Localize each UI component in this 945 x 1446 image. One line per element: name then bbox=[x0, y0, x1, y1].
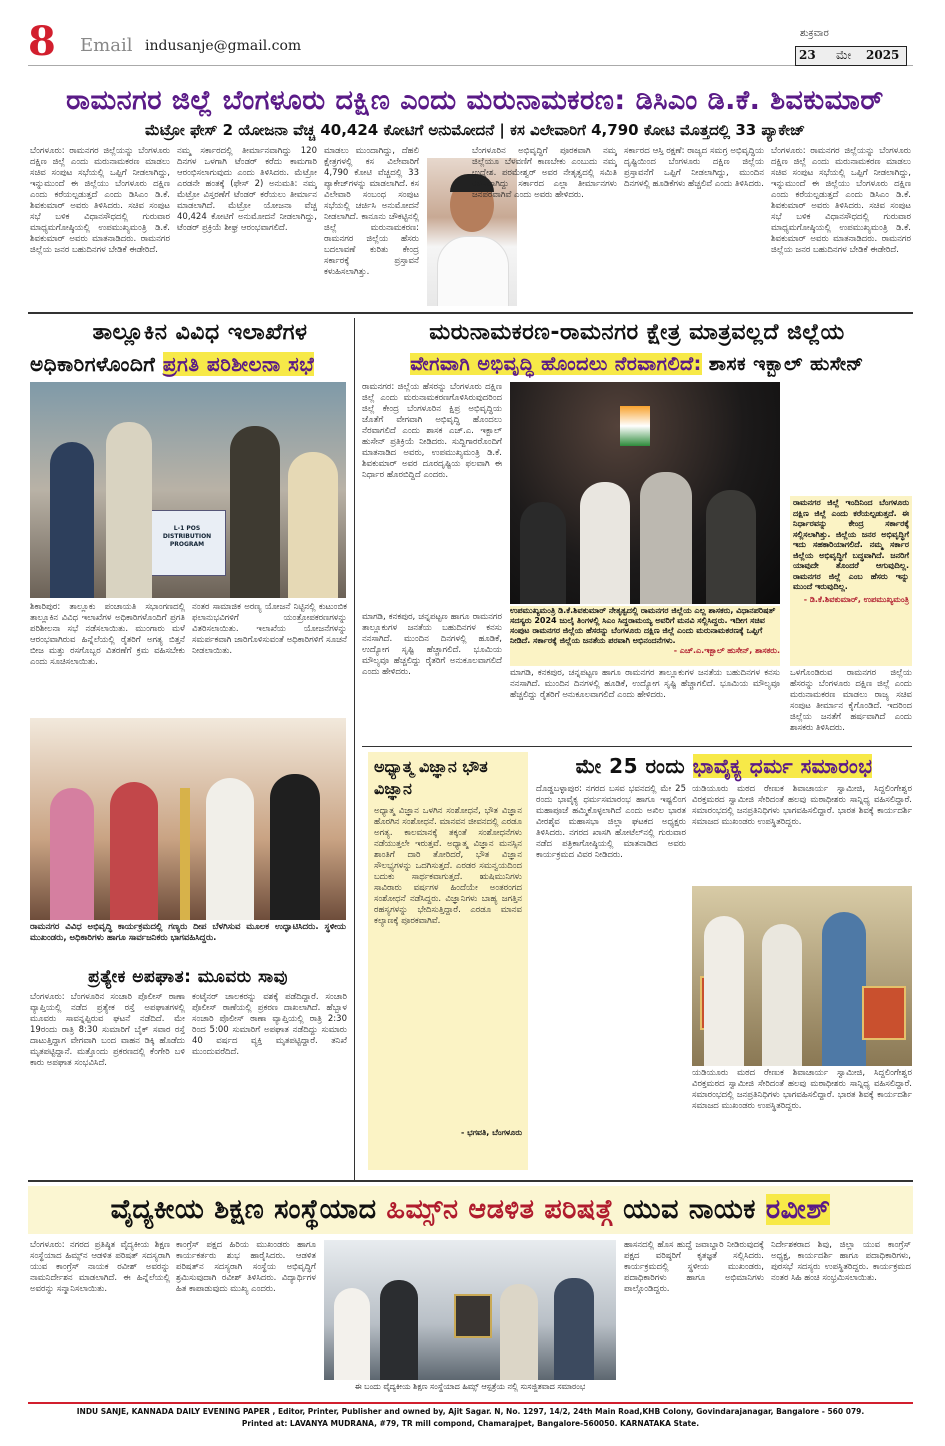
rename-column-1: ರಾಮನಗರ: ಜಿಲ್ಲೆಯ ಹೆಸರನ್ನು ಬೆಂಗಳೂರು ದಕ್ಷಿಣ ಜಿಲ್ಲೆ ಎಂದು ಮರುನಾಮಕರಣಗೊಳಿಸಿರುವುದರಿಂದ ಜಿಲ್ಲೆ ಕೇಂದ್ರ ಬೆಂಗಳೂರಿನ ಕ್ಷಿಪ್ರ ಅಭಿವೃದ್ಧಿಯ ಜೊತೆಗೆ ವೇಗವಾಗಿ ಅಭಿವೃದ್ಧಿ ಹೊಂದಲು ನೆರವಾಗಲಿದೆ ಎಂದು ಶಾಸಕ ಎಚ್.ಎ. ಇಕ್ಬಾಲ್ ಹುಸೇನ್ ಪ್ರತಿಕ್ರಿಯೆ ನೀಡಿದರು. ಸುದ್ದಿಗಾರರೊಂದಿಗೆ ಮಾತನಾಡಿದ ಅವರು, ಉಪಮುಖ್ಯಮಂತ್ರಿ ಡಿ.ಕೆ. ಶಿವಕುಮಾರ್ ಅವರ ದೂರದೃಷ್ಟಿಯ ಫಲವಾಗಿ ಈ ನಿರ್ಧಾರ ಹೊರಬಿದ್ದಿದೆ ಎಂದರು. bbox=[362, 382, 502, 480]
crowd-3 bbox=[640, 472, 692, 604]
rename-headline-1: ಮರುನಾಮಕರಣ-ರಾಮನಗರ ಕ್ಷೇತ್ರ ಮಾತ್ರವಲ್ಲದೆ ಜಿಲ್ಲೆಯ bbox=[429, 320, 845, 345]
date-year: 2025 bbox=[866, 48, 900, 62]
progress-headline-2b: ಪ್ರಗತಿ ಪರಿಶೀಲನಾ ಸಭೆ bbox=[162, 352, 315, 376]
lead-column-6: ಸರ್ಕಾರದ ಆಸ್ತಿ ರಕ್ಷಣೆ: ರಾಜ್ಯದ ಸಮಗ್ರ ಅಭಿವೃದ್ಧಿಯ ದೃಷ್ಟಿಯಿಂದ ಬೆಂಗಳೂರು ದಕ್ಷಿಣ ಜಿಲ್ಲೆಯ ಪ್ರಸ್ತಾವನೆಗೆ ಒಪ್ಪಿಗೆ ನೀಡಲಾಗಿದ್ದು, ಮುಂದಿನ ದಿನಗಳಲ್ಲಿ ಹೂಡಿಕೆಗಳು ಹೆಚ್ಚಲಿವೆ ಎಂದು ತಿಳಿಸಿದರು. bbox=[624, 146, 764, 189]
bottom-divider bbox=[28, 1180, 913, 1182]
masthead bbox=[0, 0, 945, 84]
accident-headline: ಪ್ರತ್ಯೇಕ ಅಪಘಾತ: ಮೂವರು ಸಾವು bbox=[88, 967, 288, 987]
crowd-4 bbox=[706, 490, 756, 604]
vertical-divider bbox=[354, 318, 355, 1180]
email-address[interactable]: indusanje@gmail.com bbox=[145, 38, 302, 54]
rename-photo bbox=[510, 382, 780, 604]
footer-rule bbox=[28, 1402, 913, 1404]
adhyatma-headline: ಅಧ್ಯಾತ್ಮ ವಿಜ್ಞಾನ ಭೌತ ವಿಜ್ಞಾನ bbox=[374, 757, 488, 798]
rename-headline-2a: ವೇಗವಾಗಿ ಅಭಿವೃದ್ಧಿ ಹೊಂದಲು ನೆರವಾಗಲಿದೆ: bbox=[410, 353, 702, 375]
lead-column-5: ಬೆಂಗಳೂರಿನ ಅಭಿವೃದ್ಧಿಗೆ ಪೂರಕವಾಗಿ ನಮ್ಮ ಜಿಲ್ಲೆಯೂ ಬೆಳವಣಿಗೆ ಕಾಣಬೇಕು ಎಂಬುದು ನಮ್ಮ ಉದ್ದೇಶ. ಪರಮೇಶ್ವರ್ ಅವರ ನೇತೃತ್ವದಲ್ಲಿ ಸಮಿತಿ ರಚಿಸಲಾಗಿದ್ದು ಸರ್ಕಾರದ ಎಲ್ಲಾ ತೀರ್ಮಾನಗಳು ಜನಪರವಾಗಿವೆ ಎಂದು ಅವರು ಹೇಳಿದರು. bbox=[472, 146, 617, 200]
person-3 bbox=[230, 426, 280, 598]
progress-headline-2a: ಅಧಿಕಾರಿಗಳೊಂದಿಗೆ bbox=[30, 352, 163, 376]
medical-column-1: ಬೆಂಗಳೂರು: ನಗರದ ಪ್ರತಿಷ್ಠಿತ ವೈದ್ಯಕೀಯ ಶಿಕ್ಷಣ ಸಂಸ್ಥೆಯಾದ ಹಿಮ್ಸ್‌ನ ಆಡಳಿತ ಪರಿಷತ್ ಸದಸ್ಯರಾಗಿ ಯುವ ಕಾಂಗ್ರೆಸ್ ನಾಯಕ ರವೀಶ್ ಅವರನ್ನು ನಾಮನಿರ್ದೇಶನ ಮಾಡಲಾಗಿದೆ. ಈ ಹಿನ್ನೆಲೆಯಲ್ಲಿ ಅವರನ್ನು ಸನ್ಮಾನಿಸಲಾಯಿತು. bbox=[30, 1240, 170, 1294]
rename-column-3: ಒಳಗೊಂಡಿರುವ ರಾಮನಗರ ಜಿಲ್ಲೆಯ ಹೆಸರನ್ನು ಬೆಂಗಳೂರು ದಕ್ಷಿಣ ಜಿಲ್ಲೆ ಎಂದು ಮರುನಾಮಕರಣ ಮಾಡಲು ರಾಜ್ಯ ಸಚಿವ ಸಂಪುಟ ತೀರ್ಮಾನ ಕೈಗೊಂಡಿದೆ. ಇದರಿಂದ ಜಿಲ್ಲೆಯ ಜನತೆಗೆ ಹರ್ಷವಾಗಿದೆ ಎಂದು ಶಾಸಕರು ತಿಳಿಸಿದರು. bbox=[790, 668, 912, 733]
date-day: 23 bbox=[799, 48, 816, 62]
progress-banner bbox=[148, 510, 226, 576]
rename-caption-credit: - ಎಚ್.ಎ.ಇಕ್ಬಾಲ್ ಹುಸೇನ್, ಶಾಸಕರು. bbox=[673, 646, 780, 655]
footer-line-1: INDU SANJE, KANNADA DAILY EVENING PAPER , Editor, Printer, Publisher and owned by, Ajit Sagar. N, No. 1297, 14/2, 24th Main Road,KHB Colony, Govindarajanagar, Bangalore - 560 079. bbox=[76, 1407, 865, 1416]
crowd-2 bbox=[580, 482, 630, 604]
adhyatma-body: ಅಧ್ಯಾತ್ಮ ವಿಜ್ಞಾನ ಒಳಗಿನ ಸಂಶೋಧನೆ, ಭೌತ ವಿಜ್ಞಾನ ಹೊರಗಿನ ಸಂಶೋಧನೆ. ಮಾನವನ ಜೀವನದಲ್ಲಿ ಎರಡೂ ಅಗತ್ಯ. ಕಾಲಮಾನಕ್ಕೆ ತಕ್ಕಂತೆ ಸಂಶೋಧನೆಗಳು ನಡೆಯುತ್ತಲೇ ಇರುತ್ತವೆ. ಅಧ್ಯಾತ್ಮ ವಿಜ್ಞಾನ ಮನಸ್ಸಿನ ಶಾಂತಿಗೆ ದಾರಿ ತೋರಿದರೆ, ಭೌತ ವಿಜ್ಞಾನ ಸೌಲಭ್ಯಗಳನ್ನು ಒದಗಿಸುತ್ತದೆ. ಎರಡರ ಸಮನ್ವಯದಿಂದ ಬದುಕು ಸಾರ್ಥಕವಾಗುತ್ತದೆ. ಋಷಿಮುನಿಗಳು ಸಾವಿರಾರು ವರ್ಷಗಳ ಹಿಂದೆಯೇ ಅಂತರಂಗದ ಸಂಶೋಧನೆ ನಡೆಸಿದ್ದರು. ವಿಜ್ಞಾನಿಗಳು ಬಾಹ್ಯ ಜಗತ್ತಿನ ರಹಸ್ಯಗಳನ್ನು ಭೇದಿಸುತ್ತಿದ್ದಾರೆ. ಎರಡೂ ಮಾನವ ಕಲ್ಯಾಣಕ್ಕೆ ಪೂರಕವಾಗಿವೆ. bbox=[374, 806, 522, 926]
lead-column-7: ಬೆಂಗಳೂರು: ರಾಮನಗರ ಜಿಲ್ಲೆಯನ್ನು ಬೆಂಗಳೂರು ದಕ್ಷಿಣ ಜಿಲ್ಲೆ ಎಂದು ಮರುನಾಮಕರಣ ಮಾಡಲು ಸಚಿವ ಸಂಪುಟ ಸಭೆಯಲ್ಲಿ ಒಪ್ಪಿಗೆ ನೀಡಲಾಗಿದ್ದು, ಇನ್ನುಮುಂದೆ ಈ ಜಿಲ್ಲೆಯು ಬೆಂಗಳೂರು ದಕ್ಷಿಣ ಎಂದು ಕರೆಯಲ್ಪಡುತ್ತದೆ ಎಂದು ಡಿಸಿಎಂ ಡಿ.ಕೆ. ಶಿವಕುಮಾರ್ ಅವರು ತಿಳಿಸಿದರು. ಸಚಿವ ಸಂಪುಟ ಸಭೆ ಬಳಿಕ ವಿಧಾನಸೌಧದಲ್ಲಿ ಗುರುವಾರ ಮಾಧ್ಯಮಗೋಷ್ಠಿಯಲ್ಲಿ ಉಪಮುಖ್ಯಮಂತ್ರಿ ಡಿ.ಕೆ. ಶಿವಕುಮಾರ್ ಅವರು ಮಾತನಾಡಿದರು. ರಾಮನಗರ ಜಿಲ್ಲೆಯ ಜನರ ಬಹುದಿನಗಳ ಬೇಡಿಕೆ ಈಡೇರಿದೆ. bbox=[771, 146, 911, 255]
bhavaikya-headline-a: ಮೇ 25 ರಂದು bbox=[575, 754, 693, 778]
crowd-1 bbox=[520, 502, 566, 604]
event-photo bbox=[30, 718, 346, 920]
guest-3 bbox=[206, 778, 254, 920]
progress-column-1: ಶಿಕಾರಿಪುರ: ತಾಲ್ಲೂಕು ಪಂಚಾಯತಿ ಸಭಾಂಗಣದಲ್ಲಿ ತಾಲ್ಲೂಕಿನ ವಿವಿಧ ಇಲಾಖೆಗಳ ಅಧಿಕಾರಿಗಳೊಂದಿಗೆ ಪ್ರಗತಿ ಪರಿಶೀಲನಾ ಸಭೆ ನಡೆಸಲಾಯಿತು. ಮುಂಗಾರು ಮಳೆ ಆರಂಭವಾಗಿರುವ ಹಿನ್ನೆಲೆಯಲ್ಲಿ ರೈತರಿಗೆ ಅಗತ್ಯ ಬಿತ್ತನೆ ಬೀಜ ಮತ್ತು ರಸಗೊಬ್ಬರ ವಿತರಣೆಗೆ ಕ್ರಮ ವಹಿಸಬೇಕು ಎಂದು ಸೂಚಿಸಲಾಯಿತು. bbox=[30, 602, 185, 667]
medical-headline-d: ರವೀಶ್ bbox=[765, 1194, 831, 1225]
person-a bbox=[704, 916, 744, 1066]
medical-headline-c: ಗೆ ಯುವ ನಾಯಕ bbox=[613, 1194, 766, 1225]
accident-column-1: ಬೆಂಗಳೂರು: ಬೆಂಗಳೂರಿನ ಸಂಚಾರಿ ಪೊಲೀಸ್ ಠಾಣಾ ವ್ಯಾಪ್ತಿಯಲ್ಲಿ ನಡೆದ ಪ್ರತ್ಯೇಕ ರಸ್ತೆ ಅಪಘಾತಗಳಲ್ಲಿ ಮೂವರು ಸಾವನ್ನಪ್ಪಿರುವ ಘಟನೆ ನಡೆದಿದೆ. ಮೇ 19ರಂದು ರಾತ್ರಿ 8:30 ಸುಮಾರಿಗೆ ಬೈಕ್ ಸವಾರ ರಸ್ತೆ ದಾಟುತ್ತಿದ್ದಾಗ ವೇಗವಾಗಿ ಬಂದ ವಾಹನ ಡಿಕ್ಕಿ ಹೊಡೆದು ಮೃತಪಟ್ಟಿದ್ದಾನೆ. ಮತ್ತೊಂದು ಪ್ರಕರಣದಲ್ಲಿ ಕೆಂಗೇರಿ ಬಳಿ ಕಾರು ಅಪಘಾತ ಸಂಭವಿಸಿದೆ. bbox=[30, 992, 185, 1068]
progress-banner-text: L-1 POS DISTRIBUTION PROGRAM bbox=[162, 525, 212, 548]
person-4 bbox=[288, 452, 338, 598]
rename-caption-text: ಉಪಮುಖ್ಯಮಂತ್ರಿ ಡಿ.ಕೆ.ಶಿವಕುಮಾರ್ ನೇತೃತ್ವದಲ್ಲಿ ರಾಮನಗರ ಜಿಲ್ಲೆಯ ಎಲ್ಲ ಶಾಸಕರು, ವಿಧಾನಪರಿಷತ್ ಸದಸ್ಯರು 2024 ಜುಲೈ ತಿಂಗಳಲ್ಲಿ ಸಿಎಂ ಸಿದ್ದರಾಮಯ್ಯ ಅವರಿಗೆ ಮನವಿ ಸಲ್ಲಿಸಿದ್ದರು. ಇದೀಗ ಸಚಿವ ಸಂಪುಟ ರಾಮನಗರ ಜಿಲ್ಲೆಯ ಹೆಸರನ್ನು ಬೆಂಗಳೂರು ದಕ್ಷಿಣ ಜಿಲ್ಲೆ ಎಂದು ಮರುನಾಮಕರಣಕ್ಕೆ ಒಪ್ಪಿಗೆ ನೀಡಿದೆ. ಸರ್ಕಾರಕ್ಕೆ ಜಿಲ್ಲೆಯ ಜನತೆಯ ಪರವಾಗಿ ಅಭಿನಂದನೆಗಳು. bbox=[510, 606, 776, 645]
day-label: ಶುಕ್ರವಾರ bbox=[800, 28, 829, 39]
frame bbox=[454, 1294, 492, 1338]
bhavaikya-headline-b: ಭಾವೈಕ್ಯ ಧರ್ಮ ಸಮಾರಂಭ bbox=[692, 754, 873, 778]
date-box bbox=[795, 46, 907, 66]
guest-4 bbox=[270, 774, 320, 920]
progress-headline-2 bbox=[30, 349, 370, 379]
guest-1 bbox=[50, 788, 94, 920]
bhavaikya-column-3: ಯಡಿಯೂರು ಮಠದ ರೇಣುಕ ಶಿವಾಚಾರ್ಯ ಸ್ವಾಮೀಜಿ, ಸಿದ್ದಲಿಂಗೇಶ್ವರ ವಿರಕ್ತಮಠದ ಸ್ವಾಮೀಜಿ ಸೇರಿದಂತೆ ಹಲವು ಮಠಾಧೀಶರು ಸಾನ್ನಿಧ್ಯ ವಹಿಸಲಿದ್ದಾರೆ. ಸಮಾರಂಭದಲ್ಲಿ ಜನಪ್ರತಿನಿಧಿಗಳು ಭಾಗವಹಿಸಲಿದ್ದಾರೆ. ಭಾರತ ಶಿವಕ್ಕೆ ಕಾರ್ಯದರ್ಶಿ ಸಮಾಜದ ಮುಖಂಡರು ಉಪಸ್ಥಿತರಿದ್ದರು. bbox=[692, 1068, 912, 1111]
progress-column-2: ನಂತರ ಸಾಮಾಜಿಕ ಅರಣ್ಯ ಯೋಜನೆ ನಿಟ್ಟಿನಲ್ಲಿ ಕುಟುಂಬಿಕ ಫಲಾನುಭವಿಗಳಿಗೆ ಯಂತ್ರೋಪಕರಣಗಳನ್ನು ವಿತರಿಸಲಾಯಿತು. ಇಲಾಖೆಯ ಯೋಜನೆಗಳನ್ನು ಸಮರ್ಪಕವಾಗಿ ಜಾರಿಗೊಳಿಸುವಂತೆ ಅಧಿಕಾರಿಗಳಿಗೆ ಸೂಚನೆ ನೀಡಲಾಯಿತು. bbox=[192, 602, 347, 656]
adhyatma-box bbox=[368, 752, 528, 1170]
mid-divider bbox=[362, 746, 912, 747]
medical-column-2: ಕಾಂಗ್ರೆಸ್ ಪಕ್ಷದ ಹಿರಿಯ ಮುಖಂಡರು ಹಾಗೂ ಕಾರ್ಯಕರ್ತರು ಶುಭ ಹಾರೈಸಿದರು. ಆಡಳಿತ ಪರಿಷತ್‌ನ ಸದಸ್ಯರಾಗಿ ಸಂಸ್ಥೆಯ ಅಭಿವೃದ್ಧಿಗೆ ಶ್ರಮಿಸುವುದಾಗಿ ರವೀಶ್ ತಿಳಿಸಿದರು. ವಿದ್ಯಾರ್ಥಿಗಳ ಹಿತ ಕಾಪಾಡುವುದು ಮುಖ್ಯ ಎಂದರು. bbox=[176, 1240, 316, 1294]
bhavaikya-headline bbox=[536, 752, 912, 780]
lead-column-2: ನಮ್ಮ ಸರ್ಕಾರದಲ್ಲಿ ತೀರ್ಮಾನವಾಗಿದ್ದು 120 ದಿನಗಳ ಒಳಗಾಗಿ ಟೆಂಡರ್ ಕರೆದು ಕಾಮಗಾರಿ ಆರಂಭಿಸಲಾಗುವುದು ಎಂದು ತಿಳಿಸಿದರು. ಮೆಟ್ರೋ ಎರಡನೇ ಹಂತಕ್ಕೆ (ಫೇಸ್ 2) ಅನುಮತಿ: ನಮ್ಮ ಮೆಟ್ರೋ ವಿಸ್ತರಣೆಗೆ ಟೆಂಡರ್ ಕರೆಯಲು ತೀರ್ಮಾನ ಮಾಡಲಾಗಿದೆ. ಮೆಟ್ರೋ ಯೋಜನಾ ವೆಚ್ಚ 40,424 ಕೋಟಿಗೆ ಅನುಮೋದನೆ ನೀಡಲಾಗಿದ್ದು, ಟೆಂಡರ್ ಪ್ರಕ್ರಿಯೆ ಶೀಘ್ರ ಆರಂಭವಾಗಲಿದೆ. bbox=[177, 146, 317, 233]
rename-headline-2b: ಶಾಸಕ ಇಕ್ಬಾಲ್ ಹುಸೇನ್ bbox=[701, 353, 864, 375]
member-3 bbox=[500, 1284, 538, 1380]
member-4 bbox=[554, 1278, 594, 1380]
lead-subhead: ಮೆಟ್ರೋ ಫೇಸ್ 2 ಯೋಜನಾ ವೆಚ್ಚ 40,424 ಕೋಟಿಗೆ ಅನುಮೋದನೆ | ಕಸ ವಿಲೇವಾರಿಗೆ 4,790 ಕೋಟಿ ಮೊತ್ತದಲ್ಲಿ 33 ಪ್ಯಾಕೇಜ್ bbox=[144, 121, 806, 139]
quote-sign: - ಡಿ.ಕೆ.ಶಿವಕುಮಾರ್, ಉಪಮುಖ್ಯಮಂತ್ರಿ bbox=[803, 594, 909, 604]
bhavaikya-photo bbox=[692, 886, 912, 1066]
lead-column-3: ಮಾಡಲು ಮುಂದಾಗಿದ್ದು, ದೆಹಲಿ ಕ್ಷೇತ್ರಗಳಲ್ಲಿ ಕಸ ವಿಲೇವಾರಿಗೆ 4,790 ಕೋಟಿ ವೆಚ್ಚದಲ್ಲಿ 33 ಪ್ಯಾಕೇಜ್‌ಗಳನ್ನು ಮಾಡಲಾಗಿದೆ. ಕಸ ವಿಲೇವಾರಿ ಸಂಬಂಧ ಸಂಪುಟ ಸಭೆಯಲ್ಲಿ ಚರ್ಚಿಸಿ ಅನುಮೋದನೆ ನೀಡಲಾಗಿದೆ. ಕಾನೂನು ಚೌಕಟ್ಟಿನಲ್ಲಿ ಜಿಲ್ಲೆ ಮರುನಾಮಕರಣ: ರಾಮನಗರ ಜಿಲ್ಲೆಯ ಹೆಸರು ಬದಲಾವಣೆ ಕುರಿತು ಕೇಂದ್ರ ಸರ್ಕಾರಕ್ಕೆ ಪ್ರಸ್ತಾವನೆ ಕಳುಹಿಸಲಾಗಿತ್ತು. bbox=[324, 146, 419, 277]
medical-banner bbox=[28, 1186, 913, 1234]
lead-divider bbox=[28, 312, 913, 314]
accident-column-2: ಕಂಟೈನರ್ ಚಾಲಕರನ್ನು ವಶಕ್ಕೆ ಪಡೆದಿದ್ದಾರೆ. ಸಂಚಾರಿ ಪೊಲೀಸ್ ಠಾಣೆಯಲ್ಲಿ ಪ್ರಕರಣ ದಾಖಲಾಗಿದೆ. ಹೆಬ್ಬಾಳ ಸಂಚಾರಿ ಪೊಲೀಸ್ ಠಾಣಾ ವ್ಯಾಪ್ತಿಯಲ್ಲಿ ರಾತ್ರಿ 2:30 ರಿಂದ 5:00 ಸುಮಾರಿಗೆ ಅಪಘಾತ ನಡೆದಿದ್ದು ಸುಮಾರು 40 ವರ್ಷದ ವ್ಯಕ್ತಿ ಮೃತಪಟ್ಟಿದ್ದಾರೆ. ತನಿಖೆ ಮುಂದುವರೆದಿದೆ. bbox=[192, 992, 347, 1057]
lead-headline: ರಾಮನಗರ ಜಿಲ್ಲೆ ಬೆಂಗಳೂರು ದಕ್ಷಿಣ ಎಂದು ಮರುನಾಮಕರಣ: ಡಿಸಿಎಂ ಡಿ.ಕೆ. ಶಿವಕುಮಾರ್ bbox=[66, 85, 884, 116]
medical-column-3: ಹಾಸನದಲ್ಲಿ ಹೊಸ ಹುದ್ದೆ ಜವಾಬ್ದಾರಿ ನೀಡಿರುವುದಕ್ಕೆ ಪಕ್ಷದ ವರಿಷ್ಠರಿಗೆ ಕೃತಜ್ಞತೆ ಸಲ್ಲಿಸಿದರು. ಕಾರ್ಯಕ್ರಮದಲ್ಲಿ ಸ್ಥಳೀಯ ಮುಖಂಡರು, ಪದಾಧಿಕಾರಿಗಳು ಹಾಗೂ ಅಭಿಮಾನಿಗಳು ಪಾಲ್ಗೊಂಡಿದ್ದರು. bbox=[624, 1240, 764, 1294]
footer-line-2: Printed at: LAVANYA MUDRANA, #79, TR mill compond, Chamarajpet, Bangalore-560050. KARNATAKA State. bbox=[241, 1419, 700, 1428]
medical-photo bbox=[324, 1240, 616, 1380]
page-number: 8 bbox=[28, 18, 56, 65]
person-2 bbox=[106, 422, 152, 598]
award-2 bbox=[862, 986, 906, 1040]
person-c bbox=[822, 912, 866, 1066]
member-1 bbox=[334, 1288, 370, 1380]
event-caption: ರಾಮನಗರ ವಿವಿಧ ಅಭಿವೃದ್ಧಿ ಕಾರ್ಯಕ್ರಮದಲ್ಲಿ ಗಣ್ಯರು ದೀಪ ಬೆಳಗಿಸುವ ಮೂಲಕ ಉದ್ಘಾಟಿಸಿದರು. ಸ್ಥಳೀಯ ಮುಖಂಡರು, ಅಧಿಕಾರಿಗಳು ಹಾಗೂ ಸಾರ್ವಜನಿಕರು ಭಾಗವಹಿಸಿದ್ದರು. bbox=[30, 922, 346, 943]
medical-photo-caption: ಈ ಬಂದು ವೈದ್ಯಕೀಯ ಶಿಕ್ಷಣ ಸಂಸ್ಥೆಯಾದ ಹಿಮ್ಸ್ ಆಸ್ಪತ್ರೆಯ ನಲ್ಲಿ ಸುಸಜ್ಜಿತವಾದ ಸಮಾರಂಭ bbox=[354, 1382, 586, 1391]
lamp bbox=[180, 788, 190, 920]
lead-column-1: ಬೆಂಗಳೂರು: ರಾಮನಗರ ಜಿಲ್ಲೆಯನ್ನು ಬೆಂಗಳೂರು ದಕ್ಷಿಣ ಜಿಲ್ಲೆ ಎಂದು ಮರುನಾಮಕರಣ ಮಾಡಲು ಸಚಿವ ಸಂಪುಟ ಸಭೆಯಲ್ಲಿ ಒಪ್ಪಿಗೆ ನೀಡಲಾಗಿದ್ದು, ಇನ್ನುಮುಂದೆ ಈ ಜಿಲ್ಲೆಯು ಬೆಂಗಳೂರು ದಕ್ಷಿಣ ಎಂದು ಕರೆಯಲ್ಪಡುತ್ತದೆ ಎಂದು ಡಿಸಿಎಂ ಡಿ.ಕೆ. ಶಿವಕುಮಾರ್ ಅವರು ತಿಳಿಸಿದರು. ಸಚಿವ ಸಂಪುಟ ಸಭೆ ಬಳಿಕ ವಿಧಾನಸೌಧದಲ್ಲಿ ಗುರುವಾರ ಮಾಧ್ಯಮಗೋಷ್ಠಿಯಲ್ಲಿ ಉಪಮುಖ್ಯಮಂತ್ರಿ ಡಿ.ಕೆ. ಶಿವಕುಮಾರ್ ಅವರು ಮಾತನಾಡಿದರು. ರಾಮನಗರ ಜಿಲ್ಲೆಯ ಜನರ ಬಹುದಿನಗಳ ಬೇಡಿಕೆ ಈಡೇರಿದೆ. bbox=[30, 146, 170, 255]
rename-headline-2 bbox=[362, 349, 912, 379]
guest-2 bbox=[110, 782, 158, 920]
progress-headline-1: ತಾಲ್ಲೂಕಿನ ವಿವಿಧ ಇಲಾಖೆಗಳ bbox=[92, 320, 308, 345]
person-b bbox=[762, 924, 802, 1066]
flag bbox=[620, 406, 650, 446]
member-2 bbox=[380, 1280, 418, 1380]
rename-column-2: ಮಾಗಡಿ, ಕನಕಪುರ, ಚನ್ನಪಟ್ಟಣ ಹಾಗೂ ರಾಮನಗರ ತಾಲ್ಲೂಕುಗಳ ಜನತೆಯ ಬಹುದಿನಗಳ ಕನಸು ನನಸಾಗಿದೆ. ಮುಂದಿನ ದಿನಗಳಲ್ಲಿ ಹೂಡಿಕೆ, ಉದ್ಯೋಗ ಸೃಷ್ಟಿ ಹೆಚ್ಚಾಗಲಿದೆ. ಭೂಮಿಯ ಮೌಲ್ಯವೂ ಹೆಚ್ಚಲಿದ್ದು ರೈತರಿಗೆ ಅನುಕೂಲವಾಗಲಿದೆ ಎಂದು ಹೇಳಿದರು. bbox=[510, 668, 780, 700]
progress-photo bbox=[30, 382, 346, 598]
adhyatma-signature: - ಭಗವತಿ, ಬೆಂಗಳೂರು bbox=[461, 1128, 522, 1137]
bhavaikya-column-1: ದೊಡ್ಡಬಳ್ಳಾಪುರ: ನಗರದ ಬಸವ ಭವನದಲ್ಲಿ ಮೇ 25 ರಂದು ಭಾವೈಕ್ಯ ಧರ್ಮಸಮಾರಂಭ ಹಾಗೂ ಇಷ್ಟಲಿಂಗ ಮಹಾಪೂಜೆ ಹಮ್ಮಿಕೊಳ್ಳಲಾಗಿದೆ ಎಂದು ಅಖಿಲ ಭಾರತ ವೀರಶೈವ ಮಹಾಸಭಾ ಜಿಲ್ಲಾ ಘಟಕದ ಅಧ್ಯಕ್ಷರು ತಿಳಿಸಿದರು. ನಗರದ ಖಾಸಗಿ ಹೋಟೆಲ್‌ನಲ್ಲಿ ಗುರುವಾರ ನಡೆದ ಪತ್ರಿಕಾಗೋಷ್ಠಿಯಲ್ಲಿ ಮಾತನಾಡಿದ ಅವರು ಕಾರ್ಯಕ್ರಮದ ವಿವರ ನೀಡಿದರು. bbox=[536, 784, 686, 860]
bhavaikya-column-2: ಯಡಿಯೂರು ಮಠದ ರೇಣುಕ ಶಿವಾಚಾರ್ಯ ಸ್ವಾಮೀಜಿ, ಸಿದ್ದಲಿಂಗೇಶ್ವರ ವಿರಕ್ತಮಠದ ಸ್ವಾಮೀಜಿ ಸೇರಿದಂತೆ ಹಲವು ಮಠಾಧೀಶರು ಸಾನ್ನಿಧ್ಯ ವಹಿಸಲಿದ್ದಾರೆ. ಸಮಾರಂಭದಲ್ಲಿ ಜನಪ್ರತಿನಿಧಿಗಳು ಭಾಗವಹಿಸಲಿದ್ದಾರೆ. ಭಾರತ ಶಿವಕ್ಕೆ ಕಾರ್ಯದರ್ಶಿ ಸಮಾಜದ ಮುಖಂಡರು ಉಪಸ್ಥಿತರಿದ್ದರು. bbox=[692, 784, 912, 827]
header-rule bbox=[28, 65, 913, 66]
medical-headline-b: ಹಿಮ್ಸ್‌ನ ಆಡಳಿತ ಪರಿಷತ್ bbox=[386, 1194, 614, 1225]
medical-headline-a: ವೈದ್ಯಕೀಯ ಶಿಕ್ಷಣ ಸಂಸ್ಥೆಯಾದ bbox=[110, 1194, 387, 1225]
date-month: ಮೇ bbox=[836, 48, 852, 62]
email-label: Email bbox=[80, 35, 133, 56]
medical-headline bbox=[28, 1186, 913, 1234]
medical-column-4: ನಿರ್ದೇಶಕರಾದ ಶಿವು, ಜಿಲ್ಲಾ ಯುವ ಕಾಂಗ್ರೆಸ್ ಅಧ್ಯಕ್ಷ, ಕಾರ್ಯದರ್ಶಿ ಹಾಗೂ ಪದಾಧಿಕಾರಿಗಳು, ಪುರಸಭೆ ಸದಸ್ಯರು ಉಪಸ್ಥಿತರಿದ್ದರು. ಕಾರ್ಯಕ್ರಮದ ನಂತರ ಸಿಹಿ ಹಂಚಿ ಸಂಭ್ರಮಿಸಲಾಯಿತು. bbox=[771, 1240, 911, 1283]
quote-box bbox=[790, 496, 912, 666]
rename-photo-caption bbox=[510, 606, 780, 666]
quote-text: ರಾಮನಗರ ಜಿಲ್ಲೆ ಇಂದಿನಿಂದ ಬೆಂಗಳೂರು ದಕ್ಷಿಣ ಜಿಲ್ಲೆ ಎಂದು ಕರೆಯಲ್ಪಡುತ್ತದೆ. ಈ ನಿರ್ಧಾರವನ್ನು ಕೇಂದ್ರ ಸರ್ಕಾರಕ್ಕೆ ಸಲ್ಲಿಸಲಾಗಿತ್ತು. ಜಿಲ್ಲೆಯ ಜನರ ಅಭಿವೃದ್ಧಿಗೆ ಇದು ಸಹಕಾರಿಯಾಗಲಿದೆ. ನಮ್ಮ ಸರ್ಕಾರ ಜಿಲ್ಲೆಯ ಅಭಿವೃದ್ಧಿಗೆ ಬದ್ಧವಾಗಿದೆ. ಜನರಿಗೆ ಯಾವುದೇ ತೊಂದರೆ ಆಗುವುದಿಲ್ಲ. ರಾಮನಗರ ಜಿಲ್ಲೆ ಎಂಬ ಹೆಸರು ಇನ್ನು ಮುಂದೆ ಇರುವುದಿಲ್ಲ. bbox=[793, 498, 909, 591]
person-1 bbox=[50, 442, 94, 598]
rename-column-1b: ಮಾಗಡಿ, ಕನಕಪುರ, ಚನ್ನಪಟ್ಟಣ ಹಾಗೂ ರಾಮನಗರ ತಾಲ್ಲೂಕುಗಳ ಜನತೆಯ ಬಹುದಿನಗಳ ಕನಸು ನನಸಾಗಿದೆ. ಮುಂದಿನ ದಿನಗಳಲ್ಲಿ ಹೂಡಿಕೆ, ಉದ್ಯೋಗ ಸೃಷ್ಟಿ ಹೆಚ್ಚಾಗಲಿದೆ. ಭೂಮಿಯ ಮೌಲ್ಯವೂ ಹೆಚ್ಚಲಿದ್ದು ರೈತರಿಗೆ ಅನುಕೂಲವಾಗಲಿದೆ ಎಂದು ಹೇಳಿದರು. bbox=[362, 612, 502, 677]
